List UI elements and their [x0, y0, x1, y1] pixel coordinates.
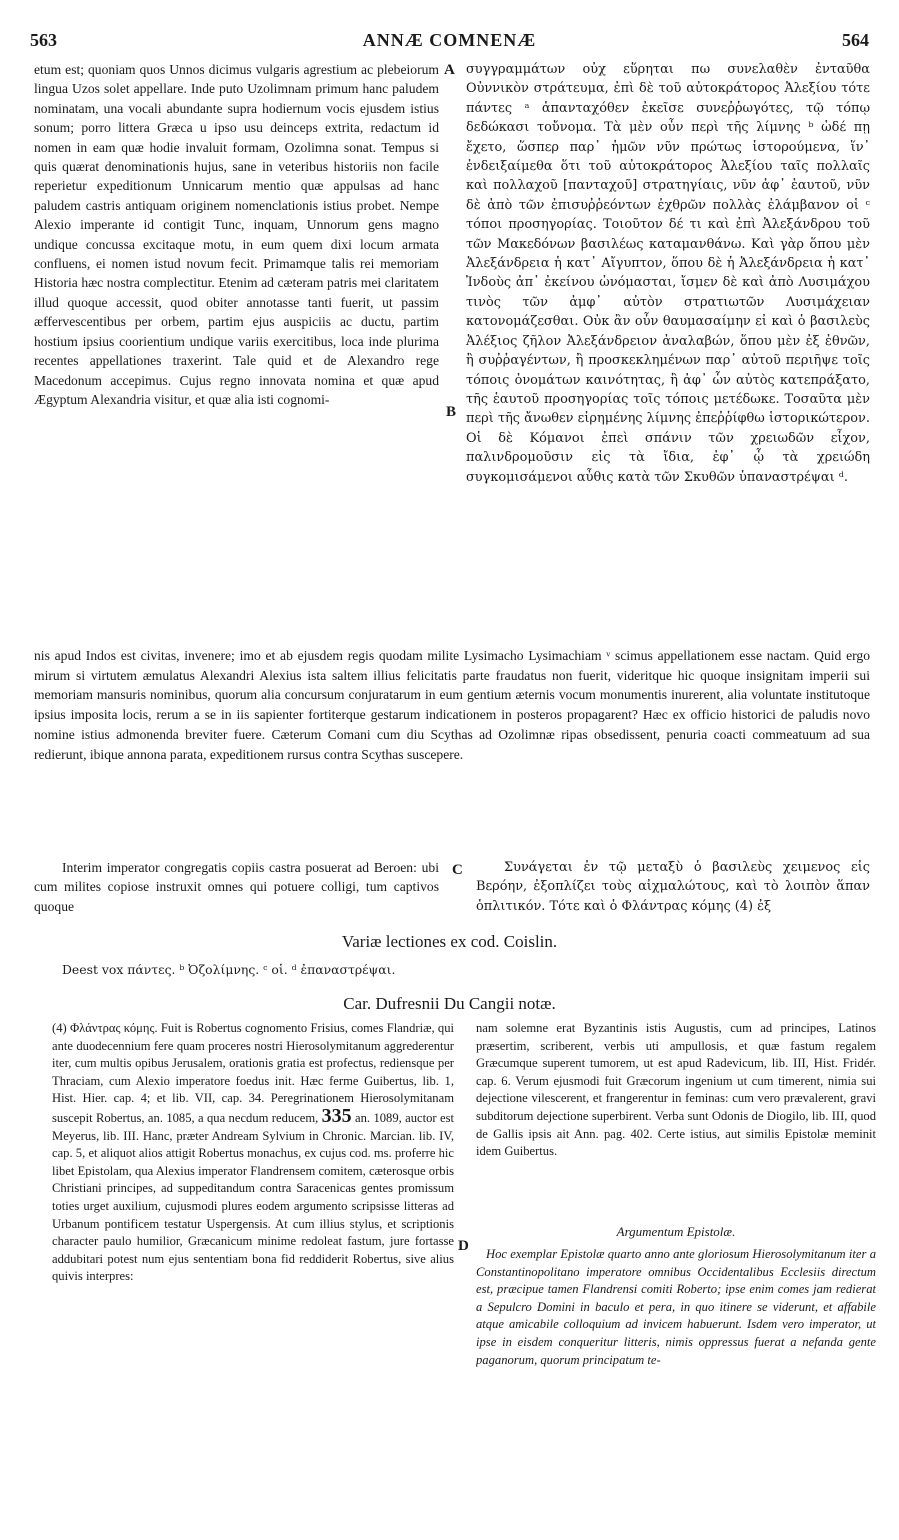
latin-column-2 [34, 858, 439, 920]
greek-text-1: συγγραμμάτων οὐχ εὕρηται πω συνελαθὲν ἐνταῦθα Οὐννικὸν στράτευμα, ἐπὶ δὲ τοῦ αὐτοκράτορος Ἀλεξίου τότε πάντες ᵃ ἁπανταχόθεν ἐκεῖσε συνεῤῥωγότες, τῷ τόπῳ δεδώκασι τοὔνομα. Τὰ μὲν οὖν περὶ τῆς λίμνης ᵇ ὡδέ πῃ ἔχετο, ὥσπερ παρ᾽ ἡμῶν νῦν πρώτως ἱστορούμενα, ἵν᾽ ἐνδειξαίμεθα ὅτι τοῦ αὐτοκράτορος Ἀλεξίου ταῖς πολλαῖς καὶ πολλαχοῦ [πανταχοῦ] στρατηγίαις, νῦν ἀφ᾽ ἑαυτοῦ, νῦν δὲ ἀπὸ τῶν ἐπισυῤῥεόντων ἐχθρῶν πολλὰς ἐλάμβανον οἱ ᶜ τόποι προσηγορίας. Τοιοῦτον δέ τι καὶ ἐπὶ Ἀλεξάνδρου τοῦ τῶν Μακεδόνων βασιλέως καταμανθάνω. Καὶ γὰρ ὅπου μὲν Ἀλεξάνδρεια ἡ κατ᾽ Αἴγυπτον, ὅπου δὲ ἡ Ἀλεξάνδρεια ἡ κατ᾽ Ἰνδοὺς ἀπ᾽ ἐκείνου ὠνόμασται, ἴσμεν δὲ καὶ ἀπὸ Λυσιμάχου τινὸς τῶν ἀμφ᾽ αὐτὸν στρατιωτῶν Λυσιμάχειαν κατονομάζεσθαι. Οὐκ ἂν οὖν θαυμασαίμην εἰ καὶ ὁ βασιλεὺς Ἀλέξιος ζῆλον Ἀλεξάνδρειον ἀναλαβών, ὅπου μὲν ἐξ ἐθνῶν, ἢ συῤῥαγέντων, ἢ προσκεκλημένων παρ᾽ αὐτοῦ περιῆψε τοῖς τόποις ὀνομάτων καινότητας, ἢ ἀφ᾽ ὧν αὐτὸς κατεπράξατο, τῆς ἑαυτοῦ προσηγορίας τοῖς τόποις μετέδωκε. Τοσαῦτα μὲν περὶ τῆς ἄνωθεν εἰρημένης λίμνης ἐπεῤῥίφθω ἱστορικώτερον. Οἱ δὲ Κόμανοι ἐπεὶ σπάνιν τῶν χρειωδῶν εἶχον, παλινδρομοῦσιν εἰς τὰ ἴδια, ἐφ᾽ ᾧ τὰ χρειώδη συγκομισάμενοι αὖθις κατὰ τῶν Σκυθῶν ὑπαναστρέψαι ᵈ. [466, 62, 870, 485]
argument-title: Argumentum Epistolæ. [616, 1224, 736, 1239]
latin-text-1: etum est; quoniam quos Unnos dicimus vulgaris agrestium ac plebeiorum lingua Uzos solet appellare. Inde puto Uzolimnam primum hanc paludem nominatam, una vocali abundante supra hodiernum vocis ejusdem istius sonum; porro littera Græca u ipso usu deinceps extrita, redactum id nomen in eam quæ hodie invaluit formam, Ozolimna sonat. Tempus si quis quærat denominationis hujus, sane in veteribus historiis non facile reperietur expeditionum Unnicarum mentio quæ appulsas ad hanc paludem castris antiquam originem nomenclationis istius probet. Nempe Alexio imperante id contigit Tunc, inquam, Unnorum gens magno undique concussa excitaque motu, in eum quem dixi locum armata confluens, ei nomen istud novum fecit. Primamque talis rei memoriam Historia hæc nostra complectitur. Etenim ad cæteram patris mei claritatem illud quoque accessit, quod obiter annotasse tanti fuerit, ut passim æffervescentibus per orbem, partim ejus auspiciis ac ductu, partim hostium ipsius coorientium undique variis exercitibus, loca inde plurima recentes appellationes traxerint. Tale quid et de Alexandro rege Macedonum accepimus. Cujus regno innovata nomina et quæ apud Ægyptum Alexandria visitur, et quæ alia isti cognomi- [34, 62, 439, 407]
right-page-number: 564 [842, 30, 869, 50]
left-page-number: 563 [30, 30, 57, 50]
margin-letter-a: A [444, 62, 455, 78]
notes-title: Car. Dufresnii Du Cangii notæ. [343, 994, 556, 1013]
latin-full-text: nis apud Indos est civitas, invenere; imo et ab ejusdem regis quodam milite Lysimacho Lysimachiam ᵛ scimus appellationem esse nactam. Quid ergo mirum si virtutem æmulatus Alexandri Alexius ista saltem illius felicitatis parte fraudatus non fuerit, videritque hic quoque insignitam imperii sui memoriam mansuris nominibus, quorum alia concursum conjuratarum in eum gentium æternis vocum monumentis inurerent, alia voluntate institutoque ipsius imposita locis, rerum a se in iis sapienter fortiterque gestarum indicationem in posteros propagarent? Hæc ex officio historici de paludis novo nomine istius admonenda breviter fuere. Cæterum Comani cum diu Scythas ad Ozolimnæ ripas obsedissent, penuria coacti commeatuum ad sua redierunt, ibique annona parata, expeditionem rursus contra Scythas suscepere. [34, 648, 870, 762]
margin-letter-c: C [452, 862, 463, 878]
latin-text-2: Interim imperator congregatis copiis castra posuerat ad Beroen: ubi cum milites copiose instruxit omnes qui potuere colligi, tum captivos quoque [34, 860, 439, 914]
notes-left-text-a: (4) Φλάντρας κόμης. Fuit is Robertus cognomento Frisius, comes Flandriæ, qui ante duodecennium fere quam proceres nostri Hierosolymitanum aggrederentur iter, cum multis opibus Jerusalem, orationis gratia est profectus, rediensque per Thraciam, cum Alexio imperatore foedus init. Hæc ferme Guibertus, lib. 1, Hist. Hier. cap. 4; et lib. VII, cap. 34. Peregrinationem Hierosolymitanam suscepit Robertus, an. 1085, a qua necdum reducem, [52, 1021, 454, 1125]
argument-column [476, 1246, 876, 1442]
notes-right-column [476, 1020, 876, 1210]
variants-text: Deest vox πάντες. ᵇ Ὀζολίμνης. ᶜ οἱ. ᵈ ἐπαναστρέψαι. [62, 962, 396, 977]
margin-letter-b: B [446, 404, 457, 420]
variants-title: Variæ lectiones ex cod. Coislin. [341, 932, 558, 951]
argument-text: Hoc exemplar Epistolæ quarto anno ante gloriosum Hierosolymitanum iter a Constantinopolitano imperatore omnibus Occidentalibus Ecclesiis directum est, præcipue tamen Flandrensi comiti Roberto; ipse enim comes jam redierat a Sepulcro Domini in baculo et pera, in quo itinere se viderunt, et affabile atque amicabile colloquium ad invicem habuerunt. Isdem vero imperator, ut ipse in eisdem conqueritur litteris, nimis oppressus fuerat a nefanda gente paganorum, quorum principatum te- [476, 1247, 876, 1367]
running-header [30, 30, 869, 56]
notes-left-text [52, 1020, 454, 1286]
notes-right-text: nam solemne erat Byzantinis istis Augustis, cum ad principes, Latinos præsertim, scriberent, verbis uti ampullosis, et quæ fastum regalem Græcumque superent tumorem, ut est apud Radevicum, lib. III, Hist. Fridér. cap. 6. Verum ejusmodi fuit Græcorum ingenium ut cum timerent, nimia sui dejectione vilescerent, et frangerentur in feminas: cum vero prævalerent, gravi subditorum dejectione superbirent. Verba sunt Odonis de Diogilo, lib. III, quod de Gallis ipsis ait Ann. pag. 402. Certe istius, aut similis Epistolæ meminit idem Guibertus. [476, 1021, 876, 1159]
latin-full-width [34, 646, 870, 846]
latin-column-1 [34, 60, 439, 644]
marginal-number: 335 [321, 1104, 352, 1127]
greek-text-2: Συνάγεται ἐν τῷ μεταξὺ ὁ βασιλεὺς χειμενος εἰς Βερόην, ἐξοπλίζει τοὺς αἰχμαλώτους, καὶ τὸ λοιπὸν ἅπαν ὁπλιτικόν. Τότε καὶ ὁ Φλάντρας κόμης (4) ἐξ [476, 860, 870, 914]
greek-column-1 [466, 60, 870, 644]
notes-left-column [52, 1020, 454, 1440]
running-title: ANNÆ COMNENÆ [362, 30, 537, 50]
margin-letter-d: D [458, 1238, 469, 1254]
notes-left-text-b: an. 1089, auctor est Meyerus, lib. III. Hanc, præter Andream Sylvium in Chronic. Marcian. lib. IV, cap. 5, et aliquot alios attigit Robertus monachus, ex cujus cod. ms. proferre hic libet Epistolam, qua Alexius imperator Flandrensem comitem, cæterosque orbis Christiani principes, ad suppeditandum contra Saracenicas gentes promissum toties urget auxilium, cujusmodi plures eodem argumento scripsisse litteras ad Urbanum pontificem testatur Uspergensis. At cum illius stylus, et scriptionis character paulo humilior, Græcanicum minime redoleat fastum, jure fortasse addubitari potest num ejus sententiam bona fid reddiderit Robertus, sive alius quivis interpres: [52, 1110, 454, 1284]
greek-column-2 [476, 858, 870, 920]
